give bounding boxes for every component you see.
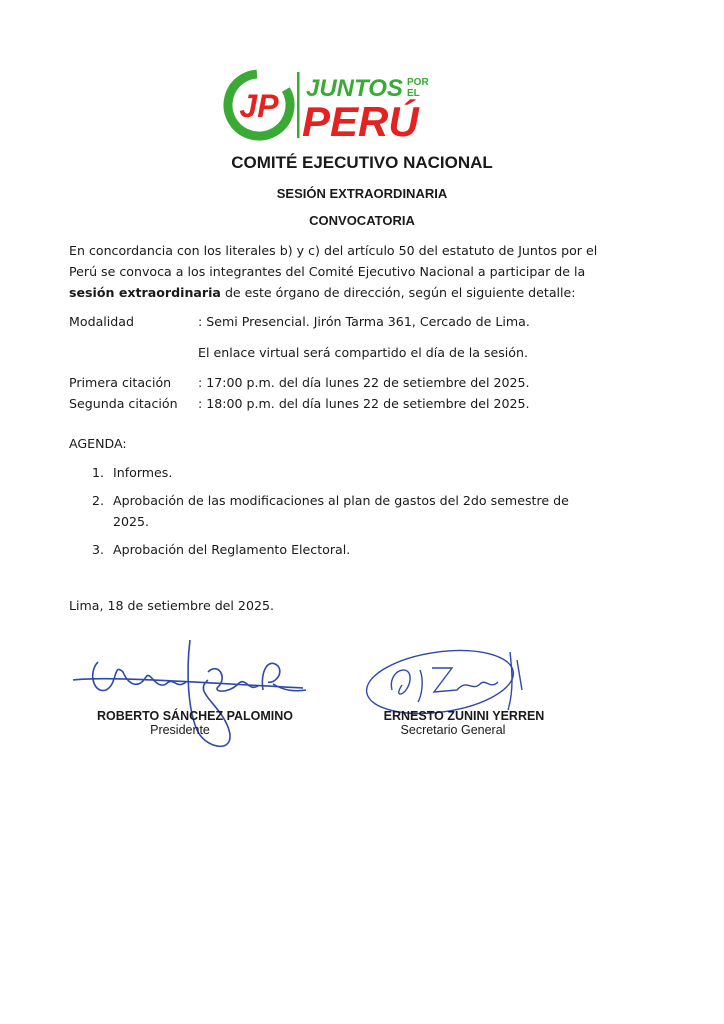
- date-line: Lima, 18 de setiembre del 2025.: [69, 598, 274, 613]
- agenda-item: Informes.: [113, 465, 173, 480]
- logo-por: POR: [407, 77, 429, 88]
- modalidad-label: Modalidad: [69, 314, 134, 329]
- agenda-item-line: 2025.: [113, 514, 150, 529]
- intro-line: En concordancia con los literales b) y c) del artículo 50 del estatuto de Juntos por el: [69, 243, 598, 258]
- signatory-role: Secretario General: [400, 723, 506, 737]
- agenda-item: [113, 490, 591, 532]
- primera-value: : 17:00 p.m. del día lunes 22 de setiembre del 2025.: [198, 375, 530, 390]
- document-type: CONVOCATORIA: [309, 213, 415, 228]
- intro-paragraph: [69, 240, 609, 303]
- signatory-name: ERNESTO ZUNINI YERREN: [383, 709, 545, 723]
- signature-president: [68, 632, 308, 762]
- signatory-president: [70, 709, 320, 737]
- party-logo-graphic: [222, 68, 442, 142]
- segunda-value: : 18:00 p.m. del día lunes 22 de setiembre del 2025.: [198, 396, 530, 411]
- segunda-label: Segunda citación: [69, 396, 178, 411]
- primera-label: Primera citación: [69, 375, 172, 390]
- agenda-item: Aprobación del Reglamento Electoral.: [113, 542, 351, 557]
- intro-rest: de este órgano de dirección, según el siguiente detalle:: [220, 285, 576, 300]
- intro-line: [69, 282, 609, 303]
- signatory-name: ROBERTO SÁNCHEZ PALOMINO: [96, 709, 294, 723]
- modalidad-value: : Semi Presencial. Jirón Tarma 361, Cercado de Lima.: [198, 314, 530, 329]
- logo-juntos: JUNTOS: [306, 75, 403, 102]
- logo-el: EL: [407, 88, 420, 99]
- agenda-heading: AGENDA:: [69, 436, 127, 451]
- signature-secretary: [362, 640, 542, 720]
- agenda-item-number: 2.: [92, 493, 105, 508]
- intro-line: Perú se convoca a los integrantes del Comité Ejecutivo Nacional a participar de la: [69, 264, 586, 279]
- agenda-item-number: 1.: [92, 465, 105, 480]
- page-title: COMITÉ EJECUTIVO NACIONAL: [231, 153, 493, 172]
- logo-peru: PERÚ: [302, 98, 419, 142]
- logo-monogram: JP: [239, 88, 279, 124]
- enlace-note: El enlace virtual será compartido el día de la sesión.: [198, 345, 528, 360]
- agenda-item-number: 3.: [92, 542, 105, 557]
- agenda-item-line: Aprobación de las modificaciones al plan de gastos del 2do semestre de: [113, 493, 569, 508]
- intro-bold: sesión extraordinaria: [69, 285, 221, 300]
- signatory-role: Presidente: [150, 723, 210, 737]
- session-type: SESIÓN EXTRAORDINARIA: [276, 186, 448, 201]
- party-logo: [222, 68, 442, 142]
- signatory-secretary: [358, 709, 570, 737]
